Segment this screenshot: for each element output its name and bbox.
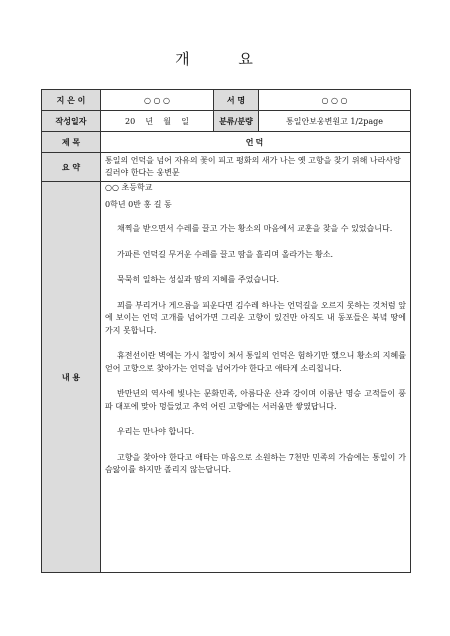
speech-body <box>101 182 411 573</box>
summary-label: 요 약 <box>42 153 101 182</box>
paragraph: 반만년의 역사에 빛나는 문화민족, 아름다운 산과 강이며 이름난 명승 고적들이 풍파 대포에 맞아 멍들었고 추억 어린 고향에는 서러움만 쌓였답니다. <box>105 389 406 411</box>
date-value: 20 년 월 일 <box>101 111 214 132</box>
summary-value: 통일의 언덕을 넘어 자유의 꽃이 피고 평화의 새가 나는 옛 고향을 찾기 위해 나라사랑 길러야 한다는 웅변문 <box>101 153 411 182</box>
row-subject <box>42 132 411 153</box>
signature-value: ○ ○ ○ <box>259 90 411 111</box>
subject-label: 제 목 <box>42 132 101 153</box>
page-title: 개 요 <box>175 50 275 68</box>
paragraph: 우리는 만나야 합니다. <box>117 427 195 436</box>
signature-label: 서 명 <box>214 90 259 111</box>
paragraph: 묵묵히 일하는 성실과 땀의 지혜를 주었습니다. <box>117 275 280 284</box>
speaker-value: ○ ○ ○ <box>101 90 214 111</box>
row-speaker <box>42 90 411 111</box>
category-label: 분류/분량 <box>214 111 259 132</box>
content-label: 내 용 <box>42 182 101 573</box>
school-name: ○○ 초등학교 <box>105 183 153 192</box>
paragraph: 가파른 언덕길 무거운 수레를 끌고 땀을 흘리며 올라가는 황소. <box>117 249 334 259</box>
speaker-label: 지 은 이 <box>42 90 101 111</box>
row-content <box>42 182 411 573</box>
row-date <box>42 111 411 132</box>
paragraph: 꾀를 부리거나 게으름을 피운다면 김수레 하나는 언덕길을 오르지 못하는 것처럼 앞에 보이는 언덕 고개를 넘어가면 그리운 고향이 있건만 아직도 내 동포들은 북녘 땅에 가지 못합니다. <box>105 300 406 335</box>
row-summary <box>42 153 411 182</box>
date-label: 작성일자 <box>42 111 101 132</box>
subject-value: 언덕 <box>101 132 411 153</box>
paragraph: 고향을 찾아야 한다고 애타는 마음으로 소원하는 7천만 민족의 가슴에는 통일이 가슴앓이를 하지만 졸리지 않는답니다. <box>105 452 406 474</box>
paragraph: 채찍을 받으면서 수레를 끌고 가는 황소의 마음에서 교훈을 찾을 수 있었습니다. <box>117 224 393 233</box>
student-name: 0학년 0반 홍 길 동 <box>105 199 172 209</box>
category-value: 통일안보웅변원고 1/2page <box>259 111 411 132</box>
overview-form-table <box>41 89 411 573</box>
paragraph: 휴전선이란 벽에는 가시 철망이 쳐서 통일의 언덕은 험하기만 했으니 황소의 지혜를 얻어 고향으로 찾아가는 언덕을 넘어가야 한다고 애타게 소리칩니다. <box>105 351 406 373</box>
